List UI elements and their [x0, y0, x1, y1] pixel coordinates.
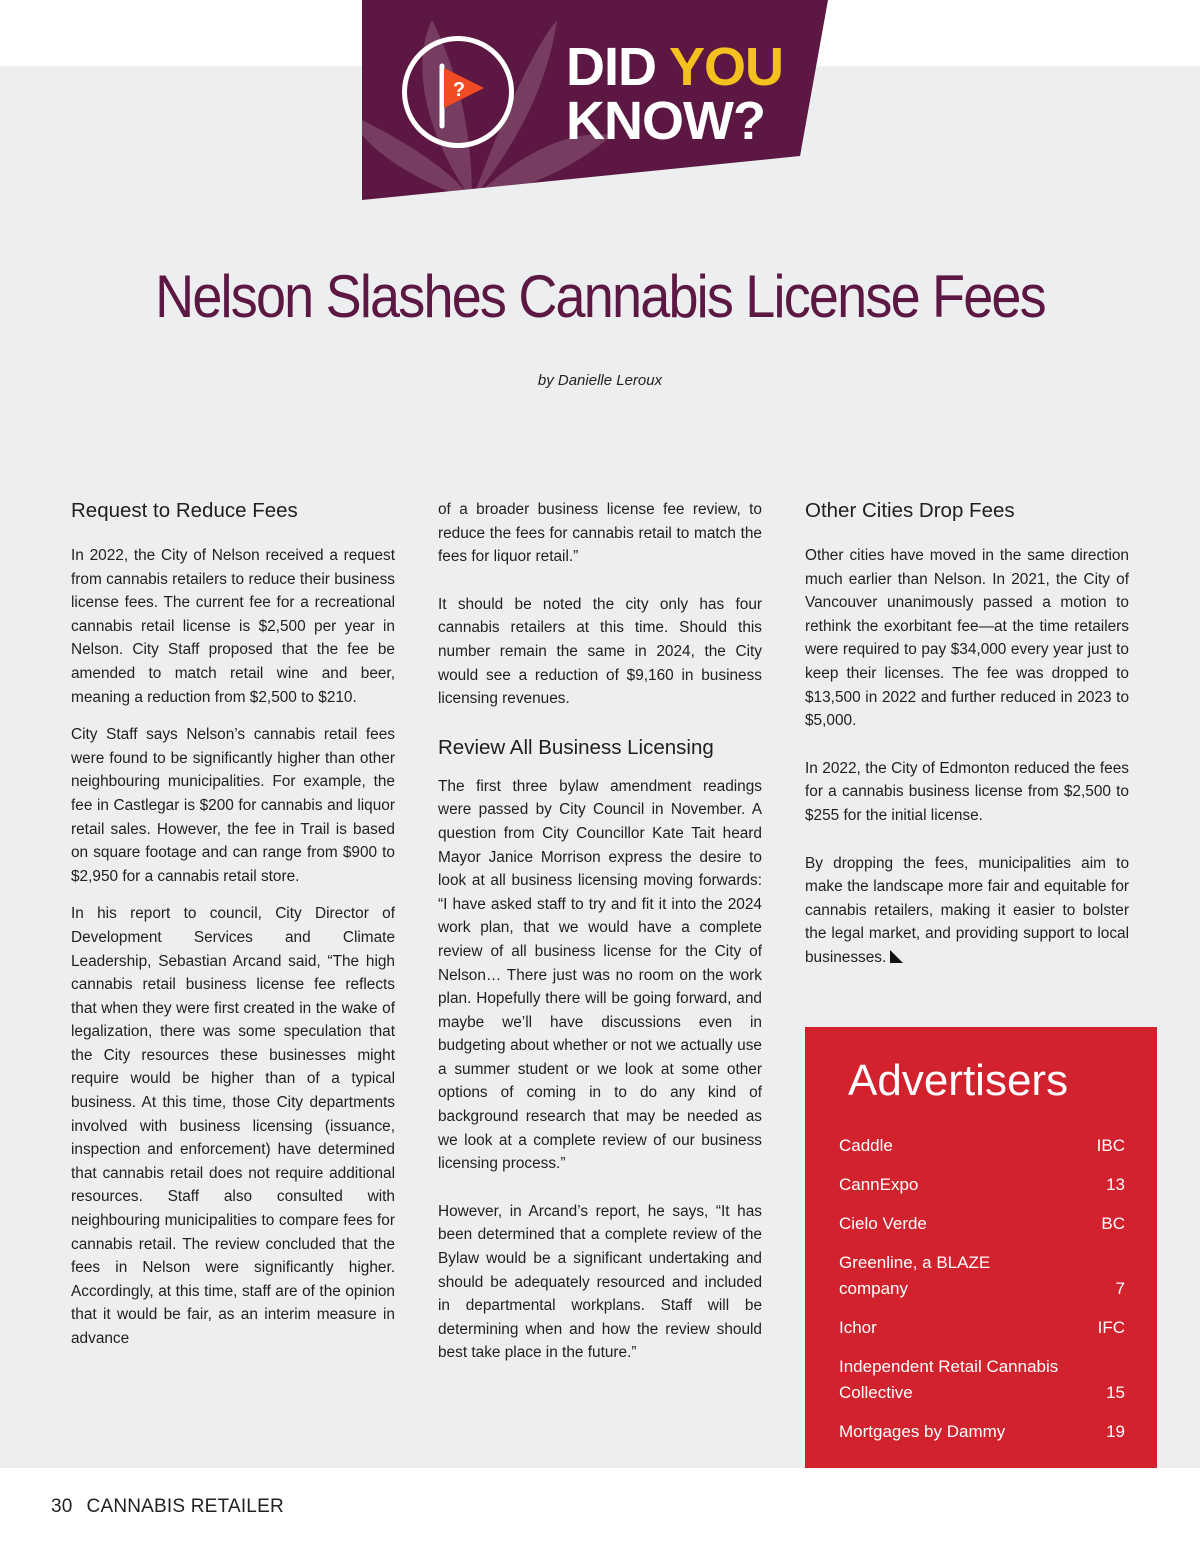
advertiser-page: 19	[1106, 1421, 1125, 1441]
article-byline: by Danielle Leroux	[537, 372, 663, 389]
advertiser-row[interactable]	[839, 1419, 1125, 1445]
advertiser-page: BC	[1101, 1214, 1125, 1234]
article-title: Nelson Slashes Cannabis License Fees	[155, 263, 1045, 330]
advertiser-page: 7	[1115, 1278, 1125, 1298]
section-heading-other-cities: Other Cities Drop Fees	[805, 499, 1015, 522]
page-number: 30	[51, 1496, 73, 1517]
advertiser-page: 13	[1106, 1175, 1125, 1195]
advertiser-row[interactable]	[839, 1211, 1125, 1237]
paragraph: City Staff says Nelson’s cannabis retail fees were found to be significantly higher than other neighbouring municipalities. For example, the fee in Castlegar is $200 for cannabis and liquor retail sales. However, the fee in Trail is based on square footage and can range from $900 to $2,950 for a cannabis retail store.	[71, 726, 395, 885]
paragraph: of a broader business license fee review, to reduce the fees for cannabis retail to match the fees for liquor retail.”	[438, 501, 762, 566]
advertiser-page: IBC	[1096, 1136, 1125, 1155]
article-column-3	[805, 498, 1129, 984]
publication-name: CANNABIS RETAILER	[86, 1496, 284, 1517]
end-mark-icon	[890, 950, 903, 963]
dyk-word-you: YOU	[669, 37, 784, 97]
advertisers-box	[805, 1027, 1157, 1468]
advertiser-name: Greenline, a BLAZE company	[839, 1253, 991, 1298]
question-flag-icon	[402, 36, 514, 148]
paragraph: It should be noted the city only has four cannabis retailers at this time. Should this number remain the same in 2024, the City would see a reduction of $9,160 in business licensing revenues.	[438, 595, 762, 708]
advertisers-list	[839, 1133, 1125, 1458]
section-heading-review: Review All Business Licensing	[438, 735, 714, 759]
paragraph: The first three bylaw amendment readings were passed by City Council in November. A question from City Councillor Kate Tait heard Mayor Janice Morrison express the desire to look at all business licensing moving forwards: “I have asked staff to try and fit it into the 2024 work plan, that we would have a complete review of all business license for the City of Nelson… There just was no room on the work plan. Hopefully there will be going forward, and maybe we’ll have discussions even in budgeting about whether or not we actually use a summer student or we look at some other options of coming in to do any kind of background research that may be needed as we look at a complete review of our business licensing process.”	[438, 777, 762, 1173]
paragraph: However, in Arcand’s report, he says, “It has been determined that a complete review of the Bylaw would be a significant undertaking and should be adequately resourced and included in departmental workplans. Staff will be determining when and how the review should best take place in the future.”	[438, 1202, 762, 1362]
advertiser-page: 15	[1106, 1382, 1125, 1402]
paragraph: Other cities have moved in the same direction much earlier than Nelson. In 2021, the City of Vancouver unanimously passed a motion to rethink the exorbitant fee—at the time retailers were required to pay $34,000 every year just to keep their licenses. The fee was dropped to $13,500 in 2022 and further reduced in 2023 to $5,000.	[805, 547, 1129, 730]
advertiser-row[interactable]	[839, 1172, 1125, 1198]
advertiser-name: Caddle	[839, 1136, 893, 1155]
advertisers-title: Advertisers	[848, 1056, 1069, 1105]
advertiser-row[interactable]	[839, 1250, 1125, 1301]
section-heading-request: Request to Reduce Fees	[71, 499, 298, 522]
paragraph: In 2022, the City of Nelson received a request from cannabis retailers to reduce their business license fees. The current fee for a recreational cannabis retail license is $2,500 per year in Nelson. City Staff proposed that the fee be amended to match retail wine and beer, meaning a reduction from $2,500 to $210.	[71, 547, 395, 706]
advertiser-row[interactable]	[839, 1133, 1125, 1159]
did-you-know-text	[566, 37, 784, 151]
advertiser-name: Mortgages by Dammy	[839, 1421, 1006, 1441]
advertiser-page: IFC	[1097, 1317, 1125, 1337]
dyk-word-know: KNOW?	[566, 91, 765, 151]
advertiser-row[interactable]	[839, 1354, 1125, 1405]
advertiser-name: Independent Retail Cannabis Collective	[839, 1357, 1059, 1402]
advertiser-name: Cielo Verde	[839, 1214, 927, 1234]
advertiser-name: CannExpo	[839, 1175, 919, 1195]
advertiser-name: Ichor	[839, 1317, 877, 1337]
article-column-2	[438, 498, 762, 1379]
paragraph-text: By dropping the fees, municipalities aim to make the landscape more fair and equitable for cannabis retailers, making it easier to bolster the legal market, and providing support to local businesses.	[805, 854, 1129, 966]
paragraph: In his report to council, City Director of Development Services and Climate Leadership, Sebastian Arcand said, “The high cannabis retail business license fee reflects that when they were first created in the wake of legalization, there was some speculation that the City resources these businesses might require would be higher than of a typical business. At this time, those City departments involved with business licensing (issuance, inspection and enforcement) have determined that cannabis retail does not require additional resources. Staff also consulted with neighbouring municipalities to compare fees for cannabis retail. The review concluded that the fees in Nelson were significantly higher. Accordingly, at this time, staff are of the opinion that it would be fair, as an interim measure in advance	[71, 905, 395, 1347]
flag-question-mark: ?	[452, 79, 466, 101]
page-footer	[51, 1496, 284, 1518]
dyk-word-did: DID	[566, 37, 656, 97]
paragraph-final	[805, 852, 1129, 970]
article-column-1	[71, 498, 395, 1365]
advertiser-row[interactable]	[839, 1315, 1125, 1341]
paragraph: In 2022, the City of Edmonton reduced the fees for a cannabis business license from $2,500 to $255 for the initial license.	[805, 759, 1129, 824]
